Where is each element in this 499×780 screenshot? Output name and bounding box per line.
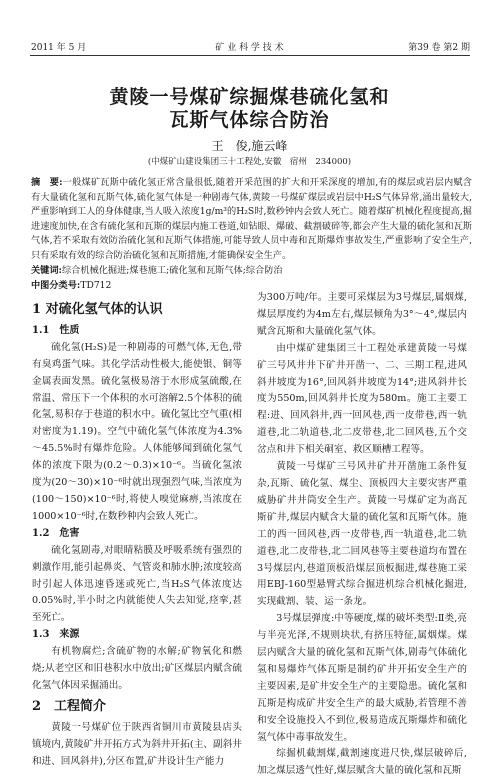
abstract-label: 摘 要: <box>31 177 63 188</box>
title-line-1: 黄陵一号煤矿综掘煤巷硫化氢和 <box>109 86 390 108</box>
journal-name: 矿 业 科 学 技 术 <box>215 43 284 53</box>
right-paragraph-2: 由中煤矿建集团三十工程处承建黄陵一号煤矿三号风井井下矿井开凿一、二、三期工程,进风斜井坡度为16°,回风斜井坡度为14°;进风斜井长度为550m,回风斜井长度为580m。施工主要工程:进、回风斜井,西一回风巷,西一皮带巷,西一轨道巷,北二轨道巷,北二皮带巷,北二回风巷,五个交岔点和井下相关硐室、救区顺槽工程等。 <box>257 342 467 456</box>
affiliation: (中煤矿山建设集团三十工程处,安徽 宿州 234000) <box>147 157 352 167</box>
keywords-text: 综合机械化掘进;煤巷施工;硫化氢和瓦斯气体;综合防治 <box>61 265 283 276</box>
authors: 王 俊,施云峰 <box>211 139 288 153</box>
journal-volume: 第39 卷 第2 期 <box>408 43 470 53</box>
section-1-heading: 1 对硫化氢气体的认识 <box>32 302 163 317</box>
section-1-2-paragraph: 硫化氢剧毒,对眼睛粘膜及呼吸系统有强烈的刺激作用,能引起鼻炎、气管炎和肺水肿;浓度较高时引起人体迅速昏迷或死亡,当H₂S气体浓度达0.05%时,半小时之内就能使人失去知觉,痉挛,甚至死亡。 <box>32 544 242 624</box>
keywords-label: 关键词: <box>31 265 62 276</box>
clc-text: TD712 <box>80 280 112 291</box>
section-2-heading: 2 工程简介 <box>32 698 107 714</box>
clc-label: 中图分类号: <box>31 280 81 291</box>
title-line-2: 瓦斯气体综合防治 <box>169 109 330 131</box>
header-rule <box>30 55 470 56</box>
abstract-text: 一般煤矿瓦斯中硫化氢正常含量很低,随着开采范围的扩大和开采深度的增加,有的煤层或岩层内赋含有大量硫化氢和瓦斯气体,硫化氢气体是一种剧毒气体,黄陵一号煤矿煤层或岩层中H₂S气体异常,涌出量较大,严重影响到工人的身体健康,当人吸入浓度1g/m³的H₂S时,数秒钟内会致人死亡。随着煤矿机械化程度提高,掘进速度加快,在含有硫化氢和瓦斯的煤层内施工巷道,如钻眼、爆破、截割破碎等,都会产生大量的硫化氢和瓦斯气体,若不采取有效防治硫化氢和瓦斯气体措施,可能导致人员中毒和瓦斯爆炸事故发生,严重影响了安全生产,只有采取有效的综合防治硫化氢和瓦斯措施,才能确保安全生产。 <box>31 177 472 261</box>
section-1-2-heading: 1.2 危害 <box>32 527 80 539</box>
keywords <box>31 264 472 279</box>
section-1-3-paragraph: 有机物腐烂;含硫矿物的水解;矿物氧化和燃烧;从老空区和旧巷积水中放出;矿区煤层内赋含硫化氢气体因采掘涌出。 <box>32 646 242 691</box>
section-1-3-heading: 1.3 来源 <box>32 629 80 641</box>
right-paragraph-3: 黄陵一号煤矿三号风井矿井开凿施工条件复杂,瓦斯、硫化氢、煤尘、顶板四大主要灾害严重威胁矿井井筒安全生产。黄陵一号煤矿定为高瓦斯矿井,煤层内赋含大量的硫化氢和瓦斯气体。施工的西一回风巷,西一皮带巷,西一轨道巷,北二轨道巷,北二皮带巷,北二回风巷等主要巷道均布置在3号煤层内,巷道顶板沿煤层顶板掘进,煤巷施工采用EBJ-160型悬臂式综合掘进机综合机械化掘进,实现截割、装、运一条龙。 <box>257 461 467 608</box>
abstract <box>31 176 472 264</box>
right-paragraph-1: 为300万吨/年。主要可采煤层为3号煤层,属烟煤,煤层厚度约为4m左右,煤层倾角为3°～4°,煤层内赋含瓦斯和大量硫化氢气体。 <box>257 292 467 337</box>
right-paragraph-5: 综掘机截割煤,截割速度进尺快,煤层破碎后,加之煤层透气性好,煤层赋含大量的硫化氢和瓦斯 <box>257 748 467 777</box>
section-1-1-heading: 1.1 性质 <box>32 324 80 336</box>
right-paragraph-4: 3号煤层弹度:中等硬度,煤的破坏类型:Ⅱ类,亮与半亮光泽,不规则块状,有挤压特征,属烟煤。煤层内赋含大量的硫化氢和瓦斯气体,剧毒气体硫化氢和易爆炸气体瓦斯是制约矿井开拓安全生产的主要因素,是矿井安全生产的主要隐患。硫化氢和瓦斯是构成矿井安全生产的最大威胁,若管理不善和安全设施投入不到位,极易造成瓦斯爆炸和硫化氢气体中毒事故发生。 <box>257 613 467 743</box>
right-column <box>257 290 467 780</box>
section-1-1-paragraph: 硫化氢(H₂S)是一种剧毒的可燃气体,无色,带有臭鸡蛋气味。其化学活动性极大,能使银、铜等金属表面发黑。硫化氢极易溶于水形成氢硫酸,在常温、常压下一个体积的水可溶解2.5个体积的硫化氢,易积存于巷道的积水中。硫化氢比空气重(相对密度为1.19)。空气中硫化氢气体浓度为4.3%～45.5%时有爆炸危险。人体能够闻到硫化氢气体的浓度下限为(0.2～0.3)×10⁻⁶。当硫化氢浓度为(20～30)×10⁻⁶时就出现强烈气味,当浓度为(100～150)×10⁻⁶时,将使人嗅觉麻痹,当浓度在1000×10⁻⁶时,在数秒种内会致人死亡。 <box>32 341 242 522</box>
journal-date: 2011 年 5 月 <box>31 43 87 53</box>
left-column <box>32 296 242 770</box>
section-2-paragraph: 黄陵一号煤矿位于陕西省铜川市黄陵县店头镇境内,黄陵矿井开拓方式为斜井开拓(主、副斜井和进、回风斜井),分区布置,矿井设计生产能力 <box>32 721 242 767</box>
